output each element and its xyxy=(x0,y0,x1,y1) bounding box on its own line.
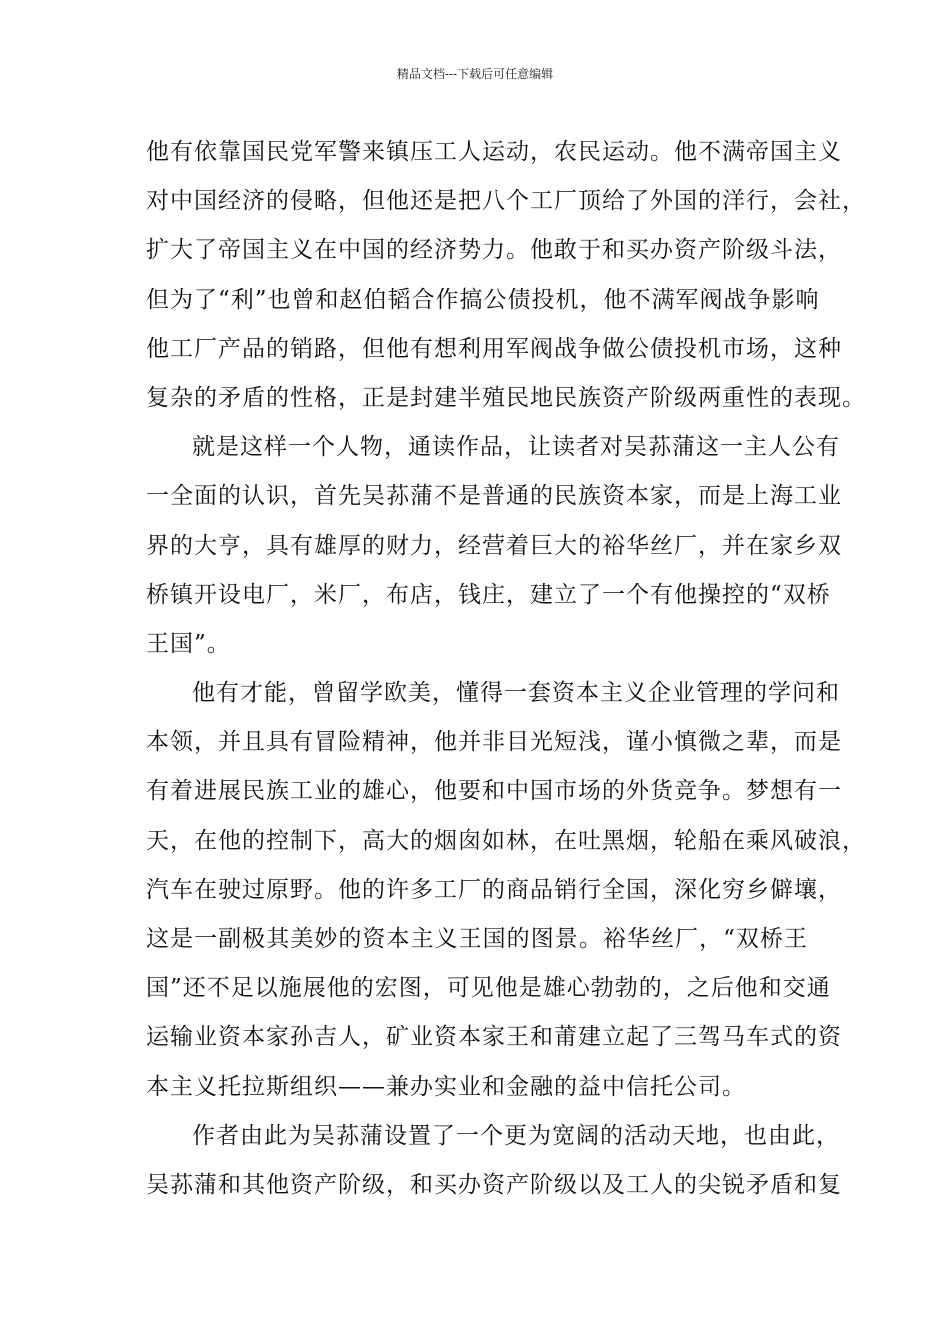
text-line: 他有依靠国民党军警来镇压工人运动，农民运动。他不满帝国主义 xyxy=(146,139,842,165)
document-body xyxy=(146,128,866,1210)
text-line: 本领，并且具有冒险精神，他并非目光短浅，谨小慎微之辈，而是 xyxy=(146,729,842,756)
text-line: 有着进展民族工业的雄心，他要和中国市场的外货竞争。梦想有一 xyxy=(146,778,842,805)
text-line: 他工厂产品的销路，但他有想利用军阀战争做公债投机市场，这种 xyxy=(146,335,842,362)
page-header: 精品文档---下载后可任意编辑 xyxy=(396,67,554,81)
text-line: 复杂的矛盾的性格，正是封建半殖民地民族资产阶级两重性的表现。 xyxy=(146,384,866,411)
text-line: 他有才能，曾留学欧美，懂得一套资本主义企业管理的学问和 xyxy=(192,680,840,707)
text-line: 天，在他的控制下，高大的烟囱如林，在吐黑烟，轮船在乘风破浪， xyxy=(146,827,866,854)
text-line: 运输业资本家孙吉人，矿业资本家王和莆建立起了三驾马车式的资 xyxy=(146,1024,842,1051)
text-line: 但为了“利”也曾和赵伯韬合作搞公债投机，他不满军阀战争影响 xyxy=(146,286,820,313)
text-line: 桥镇开设电厂，米厂，布店，钱庄，建立了一个有他操控的“双桥 xyxy=(146,581,831,608)
text-line: 扩大了帝国主义在中国的经济势力。他敢于和买办资产阶级斗法， xyxy=(146,237,842,264)
text-line: 吴荪蒲和其他资产阶级，和买办资产阶级以及工人的尖锐矛盾和复 xyxy=(146,1171,842,1198)
text-line: 作者由此为吴荪蒲设置了一个更为宽阔的活动天地，也由此， xyxy=(192,1122,840,1149)
text-line: 就是这样一个人物，通读作品，让读者对吴荪蒲这一主人公有 xyxy=(192,434,840,461)
text-line: 一全面的认识，首先吴荪蒲不是普通的民族资本家，而是上海工业 xyxy=(146,483,842,510)
text-line: 国”还不足以施展他的宏图，可见他是雄心勃勃的，之后他和交通 xyxy=(146,975,831,1002)
text-line: 本主义托拉斯组织——兼办实业和金融的益中信托公司。 xyxy=(146,1073,746,1100)
text-line: 对中国经济的侵略，但他还是把八个工厂顶给了外国的洋行，会社， xyxy=(146,188,866,215)
text-line: 这是一副极其美妙的资本主义王国的图景。裕华丝厂，“双桥王 xyxy=(146,926,808,952)
text-line: 王国”。 xyxy=(146,630,231,657)
text-line: 界的大亨，具有雄厚的财力，经营着巨大的裕华丝厂，并在家乡双 xyxy=(146,532,842,559)
text-line: 汽车在驶过原野。他的许多工厂的商品销行全国，深化穷乡僻壤， xyxy=(146,876,842,903)
